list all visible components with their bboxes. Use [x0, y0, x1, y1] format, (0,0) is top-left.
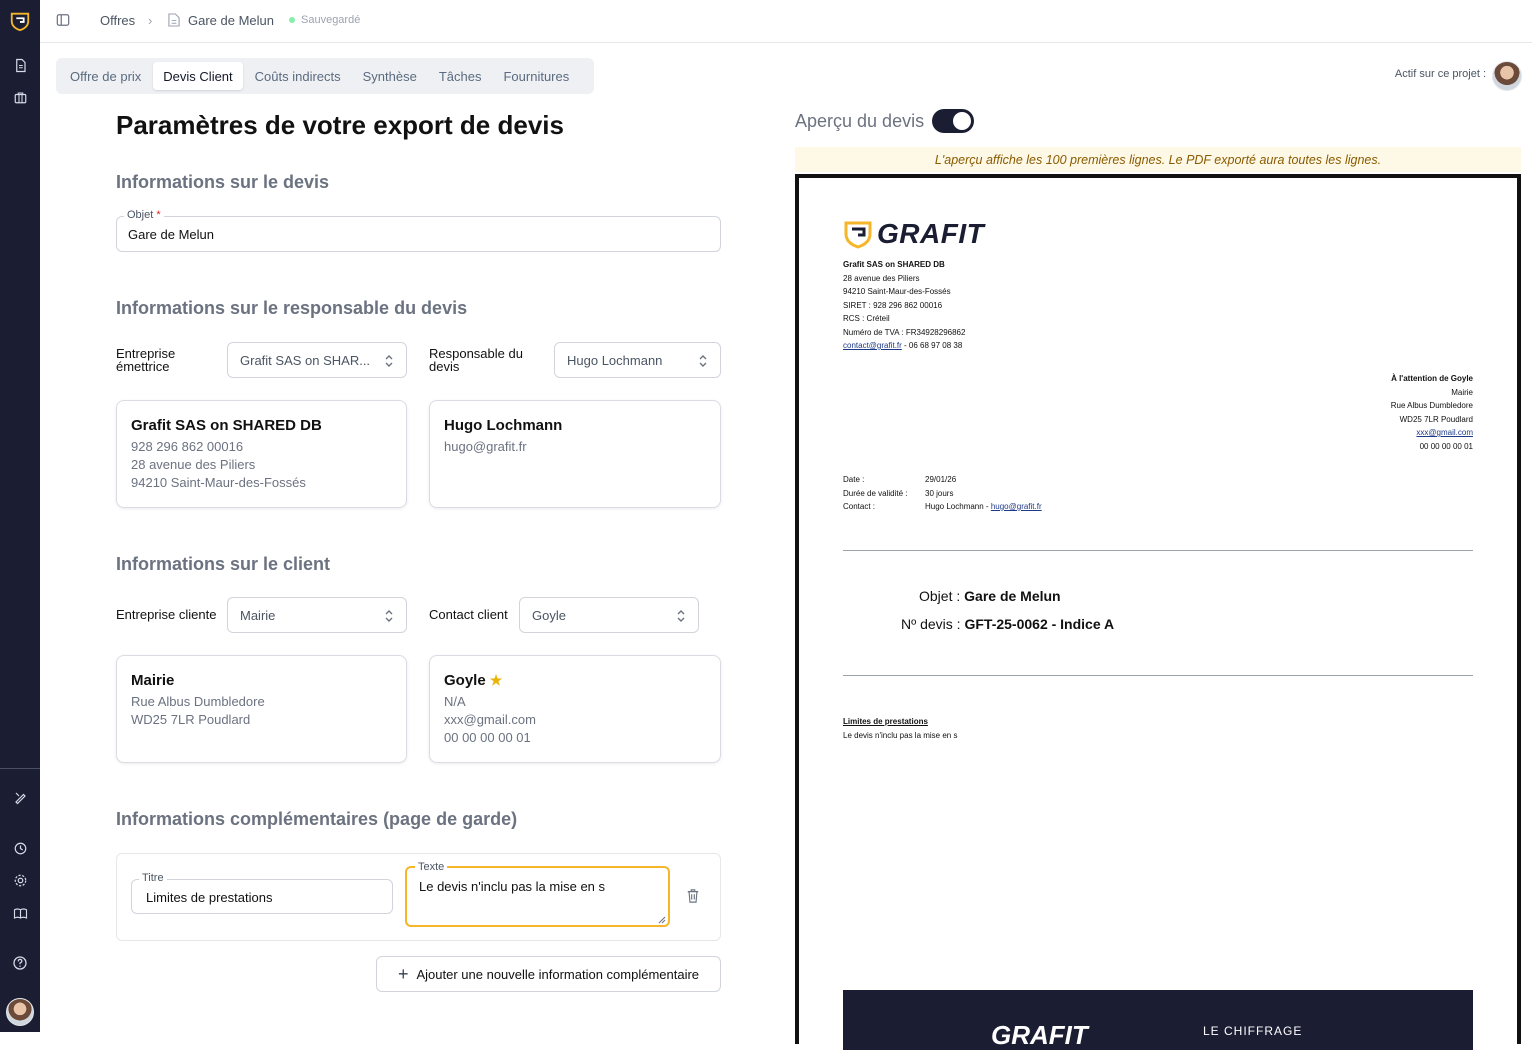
- document-icon[interactable]: [10, 55, 30, 75]
- issuer-address1: 28 avenue des Piliers: [843, 273, 920, 283]
- date-label: Date :: [843, 475, 865, 484]
- quote-preview-page: [795, 174, 1521, 1050]
- top-bar: [40, 0, 1532, 43]
- issuer-address2: 94210 Saint-Maur-des-Fossés: [843, 287, 951, 296]
- titre-label: Titre: [139, 872, 167, 884]
- responsable-value: Hugo Lochmann: [567, 352, 663, 368]
- company-card-name: Grafit SAS on SHARED DB: [131, 417, 322, 434]
- contact-card-email: xxx@gmail.com: [444, 712, 536, 727]
- section-title-complementaires: Informations complémentaires (page de garde): [116, 809, 518, 829]
- save-status-text: Sauvegardé: [301, 14, 361, 26]
- responsable-card-name: Hugo Lochmann: [444, 417, 563, 434]
- responsable-card: [429, 400, 721, 508]
- preview-notice: L'aperçu affiche les 100 premières lignes. Le PDF exporté aura toutes les lignes.: [795, 147, 1521, 172]
- client-card-address1: Rue Albus Dumbledore: [131, 694, 265, 709]
- contact-email-link[interactable]: hugo@grafit.fr: [990, 502, 1042, 511]
- tab-taches[interactable]: Tâches: [438, 68, 482, 84]
- validity-value: 30 jours: [925, 488, 954, 498]
- chevrons-up-down-icon: [384, 354, 394, 368]
- issuer-tva: Numéro de TVA : FR34928296862: [843, 327, 966, 337]
- company-card-siret: 928 296 862 00016: [131, 439, 244, 454]
- breadcrumb-separator: ›: [148, 13, 153, 28]
- briefcase-icon[interactable]: [10, 87, 30, 107]
- texte-label: Texte: [415, 861, 447, 873]
- contact-card-role: N/A: [444, 694, 466, 709]
- trash-icon[interactable]: [686, 888, 702, 906]
- validity-label: Durée de validité :: [843, 488, 908, 498]
- footer-tagline: LE CHIFFRAGE: [1203, 1024, 1303, 1038]
- saved-dot-icon: [289, 17, 295, 23]
- contact-name: Hugo Lochmann -: [925, 502, 991, 511]
- recipient-company: Mairie: [1451, 387, 1473, 397]
- preview-divider: [843, 675, 1473, 676]
- limits-text: Le devis n'inclu pas la mise en s: [843, 730, 958, 740]
- recipient-attention: À l'attention de Goyle: [1391, 374, 1473, 383]
- breadcrumb-offres-link[interactable]: Offres: [100, 13, 136, 28]
- contact-client-label: Contact client: [429, 607, 508, 622]
- limits-block: [843, 715, 957, 742]
- contact-label: Contact :: [843, 502, 876, 511]
- chevrons-up-down-icon: [384, 609, 394, 623]
- required-marker: *: [156, 209, 161, 221]
- pencil-ruler-icon[interactable]: [10, 787, 30, 807]
- tab-synthese[interactable]: Synthèse: [362, 68, 417, 84]
- preview-devis-value: GFT-25-0062 - Indice A: [964, 616, 1115, 632]
- page-title: Paramètres de votre export de devis: [116, 110, 564, 140]
- preview-objet: [919, 588, 1061, 604]
- preview-divider: [843, 550, 1473, 551]
- issuer-siret: SIRET : 928 296 862 00016: [843, 300, 943, 310]
- issuer-phone: - 06 68 97 08 38: [901, 341, 963, 350]
- objet-label-text: Objet: [127, 209, 154, 221]
- chevrons-up-down-icon: [676, 609, 686, 623]
- entreprise-cliente-label: Entreprise cliente: [116, 607, 217, 622]
- objet-label: [124, 209, 164, 221]
- user-avatar[interactable]: [6, 998, 34, 1026]
- add-complementary-info-button[interactable]: [376, 956, 721, 992]
- help-circle-icon[interactable]: [10, 953, 30, 973]
- issuer-rcs: RCS : Créteil: [843, 314, 890, 323]
- breadcrumb-current[interactable]: Gare de Melun: [188, 13, 274, 28]
- responsable-label: [429, 347, 523, 373]
- preview-toggle[interactable]: [932, 109, 974, 133]
- entreprise-emettrice-select[interactable]: [227, 342, 407, 378]
- project-activity-label: Actif sur ce projet :: [1394, 68, 1486, 80]
- responsable-label-line2: devis: [429, 359, 460, 374]
- responsable-card-email: hugo@grafit.fr: [444, 439, 527, 454]
- client-card-address2: WD25 7LR Poudlard: [131, 712, 251, 727]
- objet-value[interactable]: Gare de Melun: [128, 227, 214, 242]
- limits-title: Limites de prestations: [843, 717, 928, 726]
- company-card-address2: 94210 Saint-Maur-des-Fossés: [131, 475, 306, 490]
- preview-devis-label: Nº devis :: [901, 616, 965, 632]
- tab-bar: [56, 58, 594, 94]
- toggle-knob: [953, 112, 971, 130]
- grafit-wordmark: GRAFIT: [877, 218, 985, 249]
- entreprise-emettrice-label: [116, 347, 175, 373]
- plus-icon: +: [397, 963, 409, 984]
- recipient-city: WD25 7LR Poudlard: [1399, 414, 1473, 424]
- meta-values: [925, 473, 1042, 514]
- recipient-email-link[interactable]: xxx@gmail.com: [1416, 428, 1473, 437]
- entreprise-emettrice-label-line1: Entreprise: [116, 346, 176, 361]
- entreprise-cliente-value: Mairie: [240, 607, 276, 623]
- texte-textarea[interactable]: [405, 866, 670, 927]
- contact-client-select[interactable]: [519, 597, 699, 633]
- rail-divider: [0, 768, 40, 769]
- preview-devis-number: [901, 616, 1114, 632]
- active-user-avatar[interactable]: [1492, 61, 1522, 91]
- contact-card-phone: 00 00 00 00 01: [444, 730, 531, 745]
- date-value: 29/01/26: [925, 475, 957, 484]
- file-icon: [168, 13, 181, 28]
- entreprise-emettrice-value: Grafit SAS on SHAR...: [240, 352, 371, 368]
- tab-couts-indirects[interactable]: Coûts indirects: [254, 68, 341, 84]
- section-title-devis: Informations sur le devis: [116, 172, 330, 192]
- contact-card-name: Goyle: [444, 672, 486, 689]
- section-title-client: Informations sur le client: [116, 554, 331, 574]
- left-rail: [0, 0, 40, 1032]
- book-open-icon[interactable]: [10, 903, 30, 923]
- issuer-block: [843, 258, 965, 353]
- company-card-address1: 28 avenue des Piliers: [131, 457, 256, 472]
- star-icon: ★: [489, 672, 503, 688]
- tab-fournitures[interactable]: Fournitures: [503, 68, 570, 84]
- settings-gear-icon[interactable]: [10, 870, 30, 890]
- add-complementary-info-label: Ajouter une nouvelle information complémentaire: [416, 966, 700, 982]
- recipient-street: Rue Albus Dumbledore: [1390, 401, 1473, 410]
- footer-wordmark: GRAFIT: [991, 1020, 1088, 1050]
- responsable-label-line1: Responsable du: [429, 346, 523, 361]
- clock-icon[interactable]: [10, 838, 30, 858]
- grafit-shield-icon: [843, 219, 873, 249]
- save-status: [289, 14, 360, 26]
- sidebar-toggle-icon[interactable]: [56, 13, 72, 29]
- titre-value[interactable]: Limites de prestations: [146, 890, 273, 905]
- texte-value[interactable]: Le devis n'inclu pas la mise en s: [419, 879, 606, 894]
- preview-objet-value: Gare de Melun: [964, 588, 1061, 604]
- entreprise-emettrice-label-line2: émettrice: [116, 359, 170, 374]
- contact-card-name-row: [444, 672, 706, 689]
- chevrons-up-down-icon: [698, 354, 708, 368]
- recipient-phone: 00 00 00 00 01: [1419, 441, 1473, 451]
- entreprise-cliente-select[interactable]: [227, 597, 407, 633]
- contact-card: [429, 655, 721, 763]
- tab-devis-client[interactable]: Devis Client: [153, 62, 242, 90]
- issuer-name: Grafit SAS on SHARED DB: [843, 260, 945, 269]
- resize-handle-icon[interactable]: [658, 916, 666, 924]
- preview-footer-band: [843, 990, 1473, 1050]
- recipient-block: [1391, 372, 1473, 453]
- client-card: [116, 655, 407, 763]
- responsable-select[interactable]: [554, 342, 721, 378]
- client-card-name: Mairie: [131, 672, 175, 689]
- contact-client-value: Goyle: [532, 607, 566, 623]
- company-card: [116, 400, 407, 508]
- section-title-responsable: Informations sur le responsable du devis: [116, 298, 468, 318]
- issuer-email-link[interactable]: contact@grafit.fr: [843, 341, 902, 350]
- tab-offre-de-prix[interactable]: Offre de prix: [70, 68, 142, 84]
- grafit-logo-icon[interactable]: [9, 10, 31, 32]
- meta-labels: [843, 473, 907, 514]
- preview-title: Aperçu du devis: [795, 111, 925, 131]
- grafit-logo: [843, 218, 984, 250]
- preview-objet-label: Objet :: [919, 588, 965, 604]
